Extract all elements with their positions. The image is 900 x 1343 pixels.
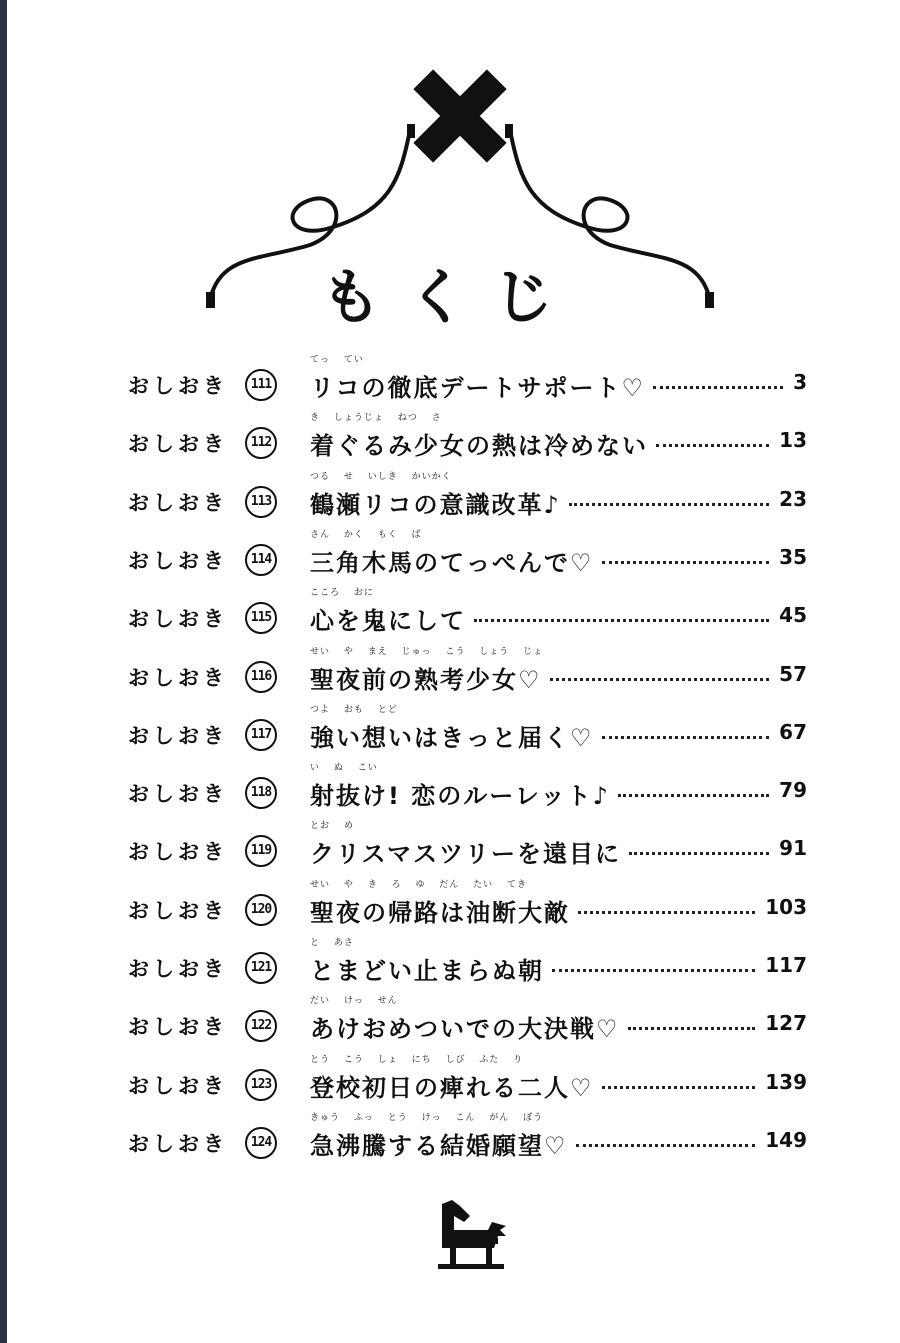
dot-leader (569, 503, 769, 506)
entry-number: 117 (245, 719, 277, 751)
entry-furigana: てっ てい (310, 355, 364, 364)
entry-number: 120 (245, 894, 277, 926)
rocking-horse-icon (428, 1198, 524, 1282)
dot-leader (628, 1027, 755, 1030)
dot-leader (629, 852, 769, 855)
dot-leader (552, 969, 755, 972)
entry-prefix: おしおき (128, 548, 228, 573)
entry-page-number: 139 (765, 1069, 807, 1094)
entry-page-number: 67 (779, 719, 807, 744)
entry-furigana: つよ おも とど (310, 704, 398, 714)
entry-title: 急沸騰する結婚願望♡ (310, 1131, 568, 1160)
entry-page-number: 3 (793, 370, 807, 394)
entry-title: 登校初日の痺れる二人♡ (310, 1073, 594, 1102)
entry-prefix: おしおき (128, 1131, 228, 1156)
entry-furigana: と あさ (310, 938, 354, 947)
toc-entry[interactable] (0, 1056, 900, 1114)
toc-entry[interactable] (0, 1114, 900, 1172)
entry-title: 聖夜の帰路は油断大敵 (310, 898, 570, 927)
entry-furigana: こころ おに (310, 588, 374, 598)
entry-prefix: おしおき (128, 898, 228, 923)
toc-entry[interactable] (0, 414, 900, 472)
entry-prefix: おしおき (128, 432, 228, 457)
dot-leader (618, 794, 769, 797)
entry-number: 116 (245, 661, 277, 693)
entry-page-number: 57 (779, 661, 807, 686)
entry-number: 123 (245, 1069, 277, 1101)
entry-page-number: 45 (779, 603, 807, 628)
entry-furigana: さん かく もく ば (310, 529, 422, 539)
entry-furigana: せい や まえ じゅっ こう しょう じょ (310, 646, 544, 656)
toc-entry[interactable] (0, 473, 900, 531)
entry-number: 122 (245, 1010, 277, 1042)
entry-furigana: せい や き ろ ゆ だん たい てき (310, 879, 528, 889)
entry-number: 113 (245, 486, 277, 518)
entry-number: 121 (245, 952, 277, 984)
entry-prefix: おしおき (128, 1015, 228, 1040)
dot-leader (474, 619, 769, 622)
entry-title: クリスマスツリーを遠目に (310, 840, 622, 869)
entry-prefix: おしおき (128, 840, 228, 865)
entry-number: 111 (245, 369, 277, 401)
entry-prefix: おしおき (128, 957, 228, 981)
dot-leader (578, 911, 755, 914)
entry-furigana: だい けっ せん (310, 996, 398, 1006)
entry-title: 強い想いはきっと届く♡ (310, 723, 594, 752)
entry-number: 115 (245, 602, 277, 634)
entry-page-number: 117 (765, 953, 807, 977)
entry-title: 三角木馬のてっぺんで♡ (310, 548, 594, 577)
entry-title: 着ぐるみ少女の熱は冷めない (310, 432, 648, 461)
entry-page-number: 35 (779, 544, 807, 569)
dot-leader (602, 1086, 755, 1089)
entry-number: 118 (245, 777, 277, 809)
entry-page-number: 149 (765, 1127, 807, 1152)
toc-entry[interactable] (0, 356, 900, 414)
toc-entry[interactable] (0, 939, 900, 997)
entry-page-number: 127 (765, 1011, 807, 1036)
entry-furigana: きゅう ふっ とう けっ こん がん ぼう (310, 1112, 544, 1122)
dot-leader (656, 444, 769, 447)
toc-entry[interactable] (0, 764, 900, 822)
entry-number: 112 (245, 427, 277, 459)
toc-entry[interactable] (0, 531, 900, 589)
entry-prefix: おしおき (128, 374, 228, 398)
dot-leader (653, 386, 783, 389)
entry-title: 射抜け! 恋のルーレット♪ (310, 782, 610, 811)
entry-prefix: おしおき (128, 782, 228, 807)
entry-number: 119 (245, 835, 277, 867)
dot-leader (550, 678, 769, 681)
toc-entry[interactable] (0, 997, 900, 1055)
entry-prefix: おしおき (128, 665, 228, 690)
entry-prefix: おしおき (128, 490, 228, 515)
entry-title: 聖夜前の熟考少女♡ (310, 665, 542, 694)
entry-title: 心を鬼にして (310, 607, 466, 636)
entry-furigana: き しょうじょ ねつ さ (310, 413, 442, 423)
dot-leader (602, 736, 769, 739)
entry-furigana: とお め (310, 821, 354, 831)
entry-title: とまどい止まらぬ朝 (310, 957, 544, 985)
page-title: もくじ (321, 263, 579, 333)
entry-prefix: おしおき (128, 723, 228, 748)
entry-page-number: 13 (779, 428, 807, 453)
entry-furigana: い ぬ こい (310, 763, 378, 773)
toc-entry[interactable] (0, 589, 900, 647)
entry-page-number: 91 (779, 836, 807, 861)
entry-title: 鶴瀬リコの意識改革♪ (310, 490, 561, 519)
entry-number: 124 (245, 1127, 277, 1159)
entry-title: あけおめついでの大決戦♡ (310, 1015, 620, 1044)
entry-prefix: おしおき (128, 1073, 228, 1098)
entry-page-number: 79 (779, 778, 807, 803)
toc-entry[interactable] (0, 822, 900, 880)
toc-entry[interactable] (0, 706, 900, 764)
entry-prefix: おしおき (128, 607, 228, 632)
entry-page-number: 23 (779, 486, 807, 511)
toc-entry[interactable] (0, 648, 900, 706)
entry-furigana: とう こう しょ にち しび ふた り (310, 1054, 524, 1064)
dot-leader (602, 561, 769, 564)
entry-furigana: つる せ いしき かいかく (310, 471, 452, 481)
entry-number: 114 (245, 544, 277, 576)
dot-leader (576, 1144, 755, 1147)
toc-entry[interactable] (0, 881, 900, 939)
entry-page-number: 103 (765, 894, 807, 919)
entry-title: リコの徹底デートサポート♡ (310, 374, 646, 402)
